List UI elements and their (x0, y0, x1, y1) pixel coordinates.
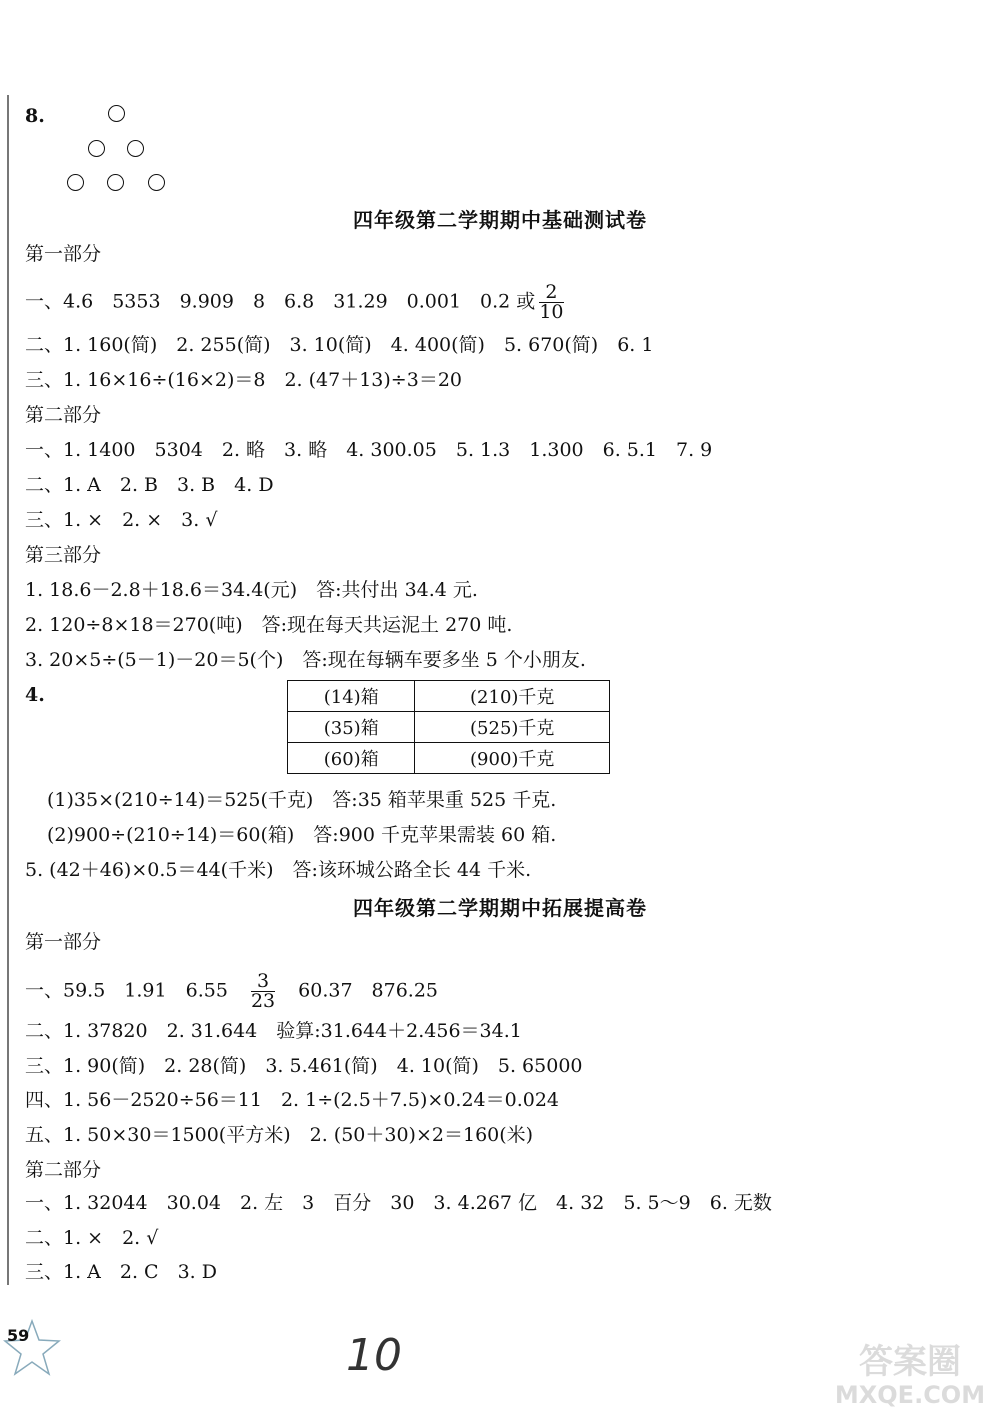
section1-part2-line2: 二、1. A 2. B 3. B 4. D (25, 474, 274, 496)
section1-part3-line3: 3. 20×5÷(5－1)－20＝5(个) 答:现在每辆车要多坐 5 个小朋友. (25, 649, 586, 671)
circle-icon (107, 174, 124, 191)
page-edge-line (7, 95, 9, 1285)
circle-icon (88, 140, 105, 157)
section2-part1-line3: 三、1. 90(简) 2. 28(简) 3. 5.461(简) 4. 10(简) 5. 65000 (25, 1055, 583, 1077)
table-cell: (14)箱 (288, 681, 415, 712)
table-cell: (35)箱 (288, 712, 415, 743)
table-cell: (60)箱 (288, 743, 415, 774)
watermark-logo (830, 1335, 990, 1410)
section2-part2-line3: 三、1. A 2. C 3. D (25, 1261, 217, 1283)
section2-part2-line1: 一、1. 32044 30.04 2. 左 3 百分 30 3. 4.267 亿 4. 32 5. 5～9 6. 无数 (25, 1192, 772, 1214)
section1-q4-label: 4. (25, 684, 45, 706)
watermark-top: 答案圈 (859, 1342, 961, 1382)
section2-part1-heading: 第一部分 (25, 931, 102, 953)
table-cell: (900)千克 (415, 743, 610, 774)
section1-part3-heading: 第三部分 (25, 544, 102, 566)
answer-table (287, 680, 610, 774)
table-cell: (525)千克 (415, 712, 610, 743)
circle-icon (67, 174, 84, 191)
q8-label: 8. (25, 105, 45, 127)
section1-part2-line1: 一、1. 1400 5304 2. 略 3. 略 4. 300.05 5. 1.3 1.300 6. 5.1 7. 9 (25, 439, 713, 461)
section2-part1-line1 (25, 972, 438, 1011)
section1-part3-line1: 1. 18.6－2.8＋18.6＝34.4(元) 答:共付出 34.4 元. (25, 579, 478, 601)
section2-part2-line2: 二、1. × 2. √ (25, 1227, 159, 1249)
answer-text: 60.37 876.25 (298, 979, 439, 1002)
section1-part3-line5: 5. (42＋46)×0.5＝44(千米) 答:该环城公路全长 44 千米. (25, 859, 532, 881)
answer-text: 一、4.6 5353 9.909 8 6.8 31.29 0.001 0.2 或 (25, 290, 536, 313)
table-row (288, 681, 610, 712)
circle-icon (108, 105, 125, 122)
table-cell: (210)千克 (415, 681, 610, 712)
section2-part1-line5: 五、1. 50×30＝1500(平方米) 2. (50＋30)×2＝160(米) (25, 1124, 534, 1146)
section1-part2-heading: 第二部分 (25, 404, 102, 426)
section2-part1-line4: 四、1. 56－2520÷56＝11 2. 1÷(2.5＋7.5)×0.24＝0.024 (25, 1089, 560, 1111)
section1-part1-line1 (25, 283, 568, 322)
section2-part2-heading: 第二部分 (25, 1159, 102, 1181)
circle-icon (148, 174, 165, 191)
section2-title: 四年级第二学期期中拓展提高卷 (353, 896, 647, 920)
section1-q4-sub2: (2)900÷(210÷14)＝60(箱) 答:900 千克苹果需装 60 箱. (47, 824, 557, 846)
fraction (539, 283, 563, 322)
section1-part1-heading: 第一部分 (25, 243, 102, 265)
section1-part3-line2: 2. 120÷8×18＝270(吨) 答:现在每天共运泥土 270 吨. (25, 614, 513, 636)
fraction-numerator: 2 (539, 283, 563, 303)
section1-title: 四年级第二学期期中基础测试卷 (353, 208, 647, 232)
section1-q4-sub1: (1)35×(210÷14)＝525(千克) 答:35 箱苹果重 525 千克. (47, 789, 557, 811)
fraction-numerator: 3 (251, 972, 275, 992)
section1-part1-line3: 三、1. 16×16÷(16×2)＝8 2. (47＋13)÷3＝20 (25, 369, 462, 391)
page-number: 59 (7, 1326, 30, 1345)
section2-part1-line2: 二、1. 37820 2. 31.644 验算:31.644＋2.456＝34.1 (25, 1020, 522, 1042)
section1-part1-line2: 二、1. 160(简) 2. 255(简) 3. 10(简) 4. 400(简) 5. 670(简) 6. 1 (25, 334, 654, 356)
table-row (288, 743, 610, 774)
table-row (288, 712, 610, 743)
watermark-bottom: MXQE.COM (834, 1381, 986, 1409)
circle-icon (127, 140, 144, 157)
fraction-denominator: 10 (539, 301, 564, 323)
section1-part2-line3: 三、1. × 2. × 3. √ (25, 509, 218, 531)
handwritten-mark: 10 (346, 1330, 402, 1381)
fraction (251, 972, 275, 1011)
fraction-denominator: 23 (250, 990, 276, 1012)
answer-text: 一、59.5 1.91 6.55 (25, 979, 228, 1002)
